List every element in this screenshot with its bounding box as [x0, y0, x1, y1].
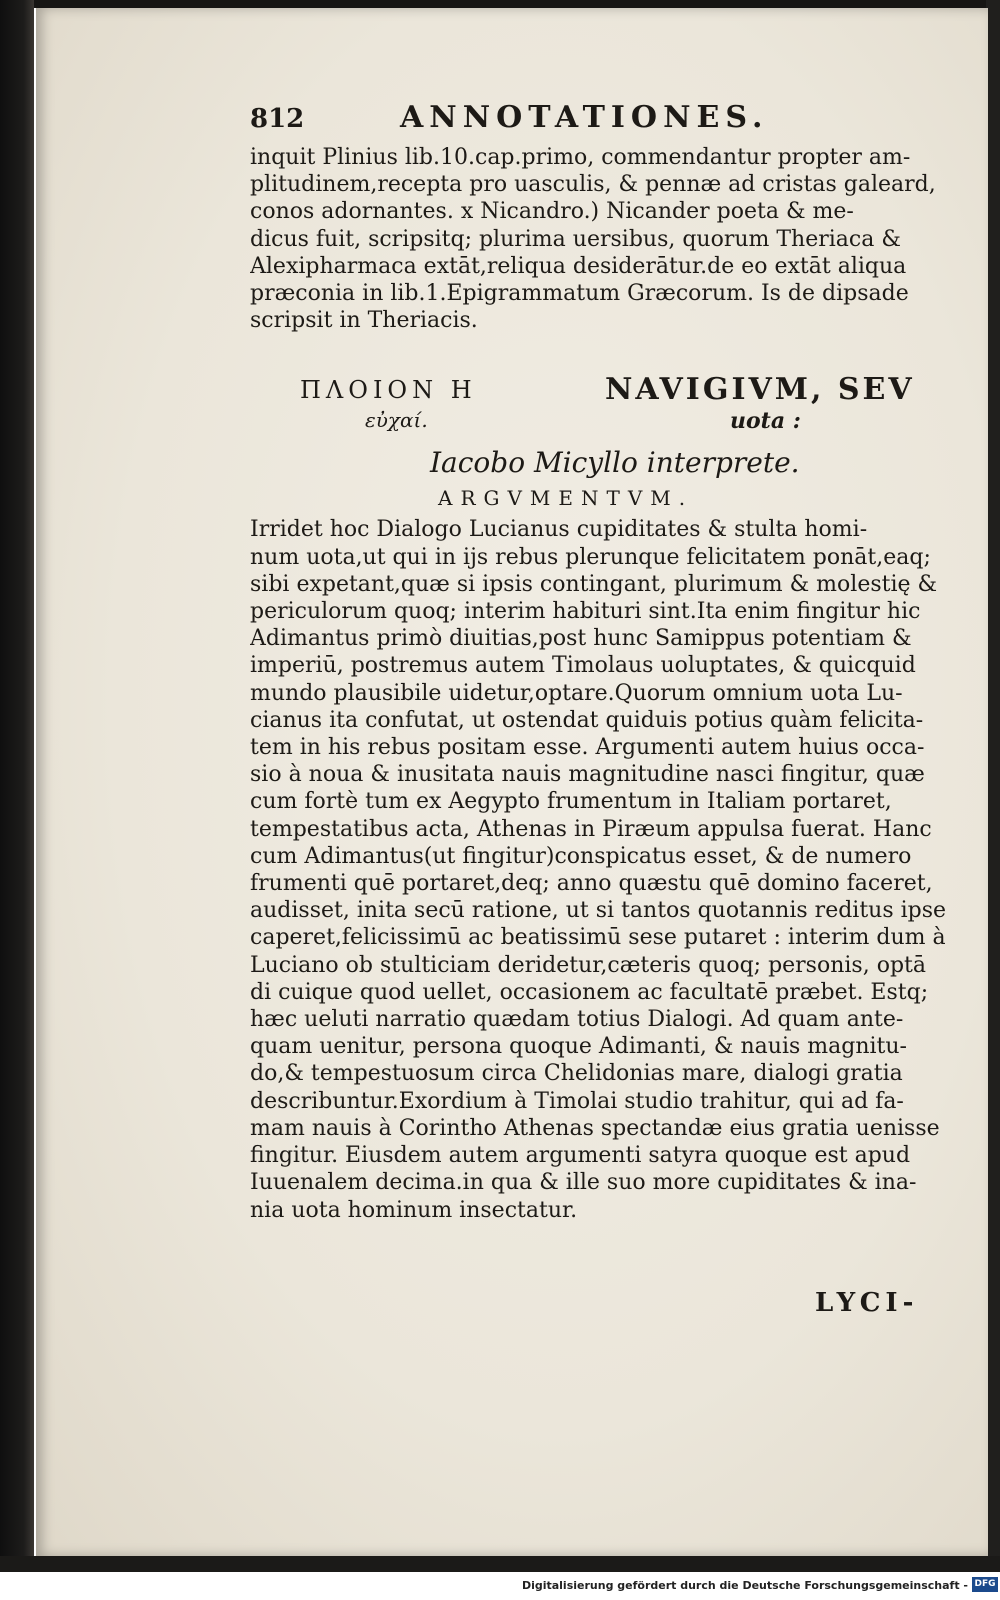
text-line: nia uota hominum insectatur.	[250, 1197, 578, 1223]
text-line: fingitur. Eiusdem autem argumenti satyra quoque est apud	[250, 1143, 911, 1169]
catchword: LYCI-	[815, 1288, 919, 1318]
text-line: mundo plausibile uidetur,optare.Quorum omnium uota Lu-	[250, 680, 903, 706]
text-line: periculorum quoq; interim habituri sint.Ita enim fingitur hic	[250, 599, 921, 625]
text-line: num uota,ut qui in ijs rebus plerunque felicitatem ponāt,eaq;	[250, 544, 931, 570]
page-text-block	[250, 100, 950, 1224]
argumentum-heading: ARGVMENTVM.	[438, 486, 694, 511]
annotation-paragraph	[250, 144, 950, 334]
text-line: sibi expetant,quæ si ipsis contingant, plurimum & molestię &	[250, 571, 938, 597]
running-head-title: ANNOTATIONES.	[400, 100, 769, 135]
greek-subtitle: εὐχαί.	[365, 408, 428, 433]
text-line: Iuuenalem decima.in qua & ille suo more cupiditates & ina-	[250, 1170, 917, 1196]
text-line: hæc ueluti narratio quædam totius Dialogi. Ad quam ante-	[250, 1007, 904, 1033]
text-line: imperiū, postremus autem Timolaus uoluptates, & quicquid	[250, 653, 916, 679]
text-line: describuntur.Exordium à Timolai studio trahitur, qui ad fa-	[250, 1088, 904, 1114]
text-line: dicus fuit, scripsitq; plurima uersibus, quorum Theriaca &	[250, 226, 901, 252]
text-line: cum fortè tum ex Aegypto frumentum in Italiam portaret,	[250, 789, 892, 815]
greek-title: ΠΛΟΙΟΝ Η	[300, 376, 477, 405]
running-head	[250, 100, 950, 144]
dialogue-title	[250, 372, 950, 446]
text-line: sio à noua & inusitata nauis magnitudine nasci fingitur, quæ	[250, 762, 925, 788]
dfg-logo-icon: DFG	[972, 1577, 998, 1592]
text-line: plitudinem,recepta pro uasculis, & pennæ ad cristas galeard,	[250, 172, 936, 198]
dfg-credit-text: Digitalisierung gefördert durch die Deutsche Forschungsgemeinschaft -	[521, 1579, 968, 1592]
book-top-edge	[0, 0, 1000, 8]
text-line: præconia in lib.1.Epigrammatum Græcorum. Is de dipsade	[250, 281, 909, 307]
text-line: Irridet hoc Dialogo Lucianus cupiditates & stulta homi-	[250, 517, 868, 543]
text-line: inquit Plinius lib.10.cap.primo, commendantur propter am-	[250, 145, 911, 170]
book-spine-edge	[0, 0, 34, 1572]
text-line: tem in his rebus positam esse. Argumenti autem huius occa-	[250, 735, 925, 761]
interpreter-line: Iacobo Micyllo interprete.	[430, 446, 800, 480]
latin-subtitle: uota :	[730, 408, 801, 435]
text-line: conos adornantes. x Nicandro.) Nicander poeta & me-	[250, 199, 854, 225]
text-line: cum Adimantus(ut fingitur)conspicatus esset, & de numero	[250, 843, 912, 869]
text-line: do,& tempestuosum circa Chelidonias mare, dialogi gratia	[250, 1061, 903, 1087]
page-number: 812	[250, 104, 305, 134]
text-line: cianus ita confutat, ut ostendat quiduis potius quàm felicita-	[250, 707, 924, 733]
text-line: Alexipharmaca extāt,reliqua desiderātur.de eo extāt aliqua	[250, 253, 907, 279]
text-line: tempestatibus acta, Athenas in Piræum appulsa fuerat. Hanc	[250, 816, 932, 842]
text-line: quam uenitur, persona quoque Adimanti, & nauis magnitu-	[250, 1034, 907, 1060]
book-right-edge	[986, 0, 1000, 1572]
text-line: Luciano ob stulticiam deridetur,cæteris quoq; personis, optā	[250, 952, 926, 978]
text-line: frumenti quē portaret,deq; anno quæstu quē domino faceret,	[250, 871, 933, 897]
text-line: Adimantus primò diuitias,post hunc Samippus potentiam &	[250, 626, 912, 652]
text-line: mam nauis à Corintho Athenas spectandæ eius gratia uenisse	[250, 1115, 940, 1141]
argument-paragraph	[250, 516, 950, 1223]
latin-title: NAVIGIVM, SEV	[605, 372, 915, 408]
text-line: di cuique quod uellet, occasionem ac facultatē præbet. Estq;	[250, 979, 929, 1005]
book-bottom-edge	[0, 1556, 1000, 1572]
text-line: caperet,felicissimū ac beatissimū sese putaret : interim dum à	[250, 925, 946, 951]
text-line: audisset, inita secū ratione, ut si tantos quotannis reditus ipse	[250, 898, 947, 924]
text-line: scripsit in Theriacis.	[250, 308, 478, 334]
